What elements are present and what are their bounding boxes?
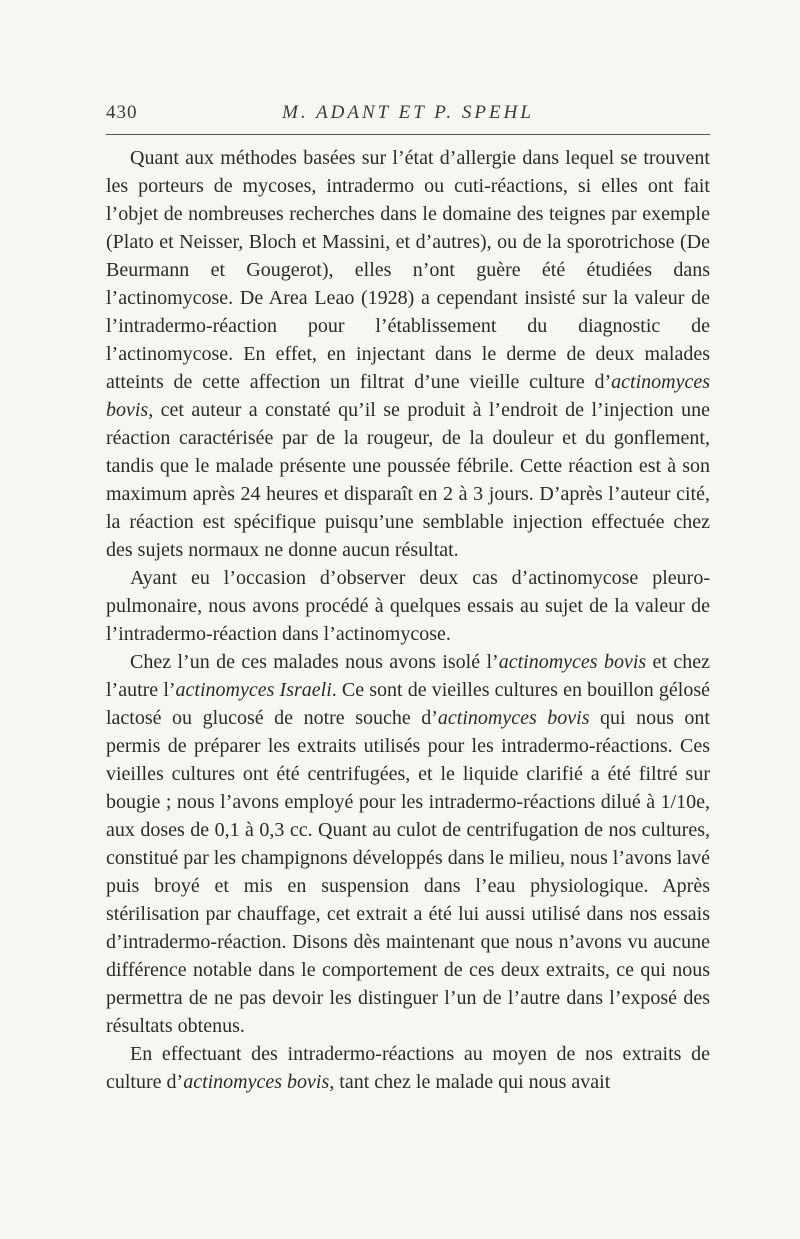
text-run: Ayant eu l’occasion d’observer deux cas d’actinomycose pleuro-pulmonaire, nous avons procédé à quelques essais au sujet de la valeur de l’intradermo-réaction dans l’actinomycose. <box>106 567 710 645</box>
paragraph <box>106 648 710 1040</box>
paragraph <box>106 1040 710 1096</box>
page-number: 430 <box>106 102 138 123</box>
header-rule <box>106 134 710 135</box>
italic-text-run: actinomyces bovis <box>498 651 647 673</box>
text-run: qui nous ont permis de préparer les extraits utilisés pour les intradermo-réactions. Ces vieilles cultures ont été centrifugées, et le liquide clarifié a été filtré sur bougie ; nous l’avons employé pour les intradermo-réactions dilué à 1/10e, aux doses de 0,1 à 0,3 cc. Quant au culot de centrifugation de nos cultures, constitué par les champignons développés dans le milieu, nous l’avons lavé puis broyé et mis en suspension dans l’eau physiologique. Après stérilisation par chauffage, cet extrait a été lui aussi utilisé dans nos essais d’intradermo-réaction. Disons dès maintenant que nous n’avons vu aucune différence notable dans le comportement de ces deux extraits, ce qui nous permettra de ne pas devoir les distinguer l’un de l’autre dans l’exposé des résultats obtenus. <box>106 707 710 1037</box>
text-run: . Ce sont de vieilles cultures en bouillon gélosé lactosé ou glucosé de notre souche d’ <box>106 679 710 729</box>
text-run: , cet auteur a constaté qu’il se produit à l’endroit de l’injection une réaction caractérisée par de la rougeur, de la douleur et du gonflement, tandis que le malade présente une poussée fébrile. Cette réaction est à son maximum après 24 heures et disparaît en 2 à 3 jours. D’après l’auteur cité, la réaction est spécifique puisqu’une semblable injection effectuée chez des sujets normaux ne donne aucun résultat. <box>106 399 710 561</box>
text-run: En effectuant des intradermo-réactions au moyen de nos extraits de culture d’ <box>106 1043 710 1093</box>
italic-text-run: actinomyces bovis <box>183 1071 330 1093</box>
italic-text-run: actinomyces bovis <box>437 707 590 729</box>
italic-text-run: actinomyces bovis <box>106 371 710 421</box>
text-run: Chez l’un de ces malades nous avons isolé l’ <box>130 651 499 673</box>
page-header <box>106 102 710 128</box>
text-run: Quant aux méthodes basées sur l’état d’allergie dans lequel se trouvent les porteurs de mycoses, intradermo ou cuti-réactions, si elles ont fait l’objet de nombreuses recherches dans le domaine des teignes par exemple (Plato et Neisser, Bloch et Massini, et d’autres), ou de la sporotrichose (De Beurmann et Gougerot), elles n’ont guère été étudiées dans l’actinomycose. De Area Leao (1928) a cependant insisté sur la valeur de l’intradermo-réaction pour l’établissement du diagnostic de l’actinomycose. En effet, en injectant dans le derme de deux malades atteints de cette affection un filtrat d’une vieille culture d’ <box>106 147 710 393</box>
body-text <box>106 144 710 1096</box>
paragraph <box>106 144 710 564</box>
text-run: , tant chez le malade qui nous avait <box>329 1071 611 1093</box>
paragraph <box>106 564 710 648</box>
italic-text-run: actinomyces Israeli <box>175 679 332 701</box>
text-run: et chez l’autre l’ <box>106 651 710 701</box>
running-head: M. ADANT ET P. SPEHL <box>282 102 534 123</box>
